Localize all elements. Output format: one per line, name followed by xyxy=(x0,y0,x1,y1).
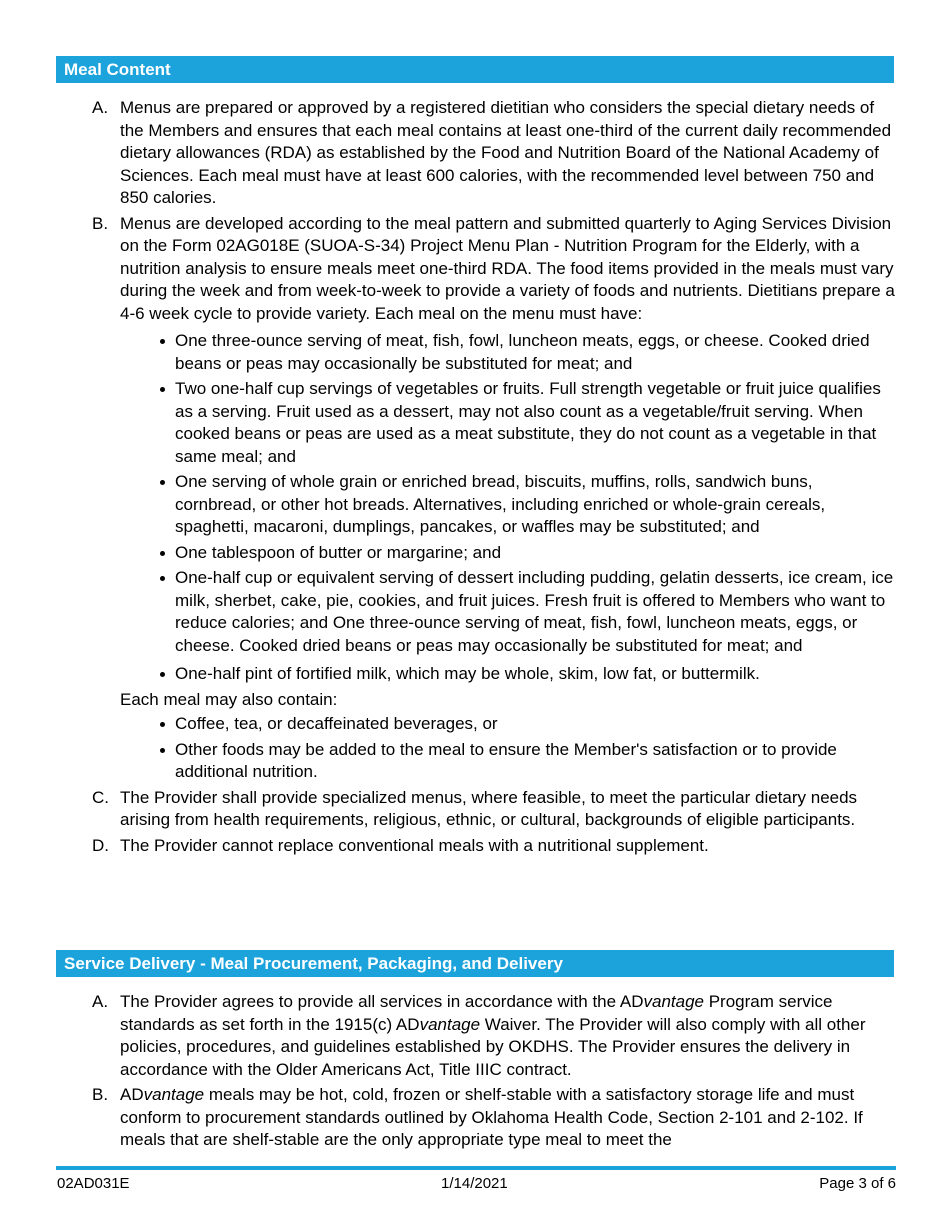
service-delivery-body xyxy=(56,991,896,1155)
list-item-a xyxy=(56,991,896,1081)
list-item-d xyxy=(56,835,896,858)
list-item-c xyxy=(56,787,896,832)
item-letter: B. xyxy=(92,213,109,233)
bullet-item: One tablespoon of butter or margarine; and xyxy=(120,542,896,565)
item-text: ADvantage meals may be hot, cold, frozen or shelf-stable with a satisfactory storage life and must conform to procurement standards outlined by Oklahoma Health Code, Section 2-101 and 2-102. If meals that are shelf-stable are the only appropriate type meal to meet the xyxy=(120,1085,863,1149)
bullet-item: Other foods may be added to the meal to ensure the Member's satisfaction or to provide additional nutrition. xyxy=(120,739,896,784)
section-title: Service Delivery - Meal Procurement, Packaging, and Delivery xyxy=(64,954,563,973)
also-contain-label: Each meal may also contain: xyxy=(120,689,338,709)
item-text: The Provider shall provide specialized menus, where feasible, to meet the particular dietary needs arising from health requirements, religious, ethnic, or cultural, backgrounds of eligible participants. xyxy=(120,787,858,829)
item-text: The Provider agrees to provide all services in accordance with the ADvantage Program service standards as set forth in the 1915(c) ADvantage Waiver. The Provider will also comply with all other policies, procedures, and guidelines established by OKDHS. The Provider ensures the delivery in accordance with the Older Americans Act, Title IIIC contract. xyxy=(120,992,866,1079)
item-text: The Provider cannot replace conventional meals with a nutritional supplement. xyxy=(120,835,709,855)
meal-requirements-list xyxy=(120,330,896,686)
bullet-item: One-half cup or equivalent serving of dessert including pudding, gelatin desserts, ice cream, ice milk, sherbet, cake, pie, cookies, and fruit juices. Fresh fruit is offered to Members who want to reduce calories; and One three-ounce serving of meat, fish, fowl, luncheon meats, eggs, or cheese. Cooked dried beans or peas may occasionally be substituted for meat; and xyxy=(120,567,896,657)
list-item-a xyxy=(56,97,896,210)
list-item-b xyxy=(56,213,896,784)
section-header-service-delivery xyxy=(56,950,894,977)
item-letter: C. xyxy=(92,787,109,807)
footer-form-number: 02AD031E xyxy=(57,1175,130,1192)
item-letter: D. xyxy=(92,835,109,855)
bullet-item: One serving of whole grain or enriched bread, biscuits, muffins, rolls, sandwich buns, cornbread, or other hot breads. Alternatives, including enriched or whole-grain cereals, spaghetti, macaroni, dumplings, pancakes, or waffles may be substituted; and xyxy=(120,471,896,539)
bullet-item: Two one-half cup servings of vegetables or fruits. Full strength vegetable or fruit juice qualifies as a serving. Fruit used as a dessert, may not also count as a vegetable/fruit serving. When cooked beans or peas are used as a meat substitute, they do not count as a vegetable in that same meal; and xyxy=(120,378,896,468)
item-text: Menus are prepared or approved by a registered dietitian who considers the special dietary needs of the Members and ensures that each meal contains at least one-third of the current daily recommended dietary allowances (RDA) as established by the Food and Nutrition Board of the National Academy of Sciences. Each meal must have at least 600 calories, with the recommended level between 750 and 850 calories. xyxy=(120,98,892,207)
item-letter: A. xyxy=(92,98,109,117)
meal-content-body xyxy=(56,97,896,860)
footer-page-number: Page 3 of 6 xyxy=(819,1175,896,1192)
item-letter: A. xyxy=(92,992,109,1011)
section-title: Meal Content xyxy=(64,60,171,79)
bullet-item: One three-ounce serving of meat, fish, fowl, luncheon meats, eggs, or cheese. Cooked dried beans or peas may occasionally be substituted for meat; and xyxy=(120,330,896,375)
list-item-b xyxy=(56,1084,896,1152)
footer-divider xyxy=(56,1166,896,1170)
footer-date: 1/14/2021 xyxy=(441,1175,508,1192)
item-text: Menus are developed according to the meal pattern and submitted quarterly to Aging Services Division on the Form 02AG018E (SUOA-S-34) Project Menu Plan - Nutrition Program for the Elderly, with a nutrition analysis to ensure meals meet one-third RDA. The food items provided in the meals must vary during the week and from week-to-week to provide a variety of foods and nutrients. Dietitians prepare a 4-6 week cycle to provide variety. Each meal on the menu must have: xyxy=(120,213,895,323)
item-letter: B. xyxy=(92,1085,109,1104)
bullet-item: One-half pint of fortified milk, which may be whole, skim, low fat, or buttermilk. xyxy=(120,663,896,686)
section-header-meal-content xyxy=(56,56,894,83)
bullet-item: Coffee, tea, or decaffeinated beverages, or xyxy=(120,713,896,736)
optional-items-list xyxy=(120,713,896,784)
